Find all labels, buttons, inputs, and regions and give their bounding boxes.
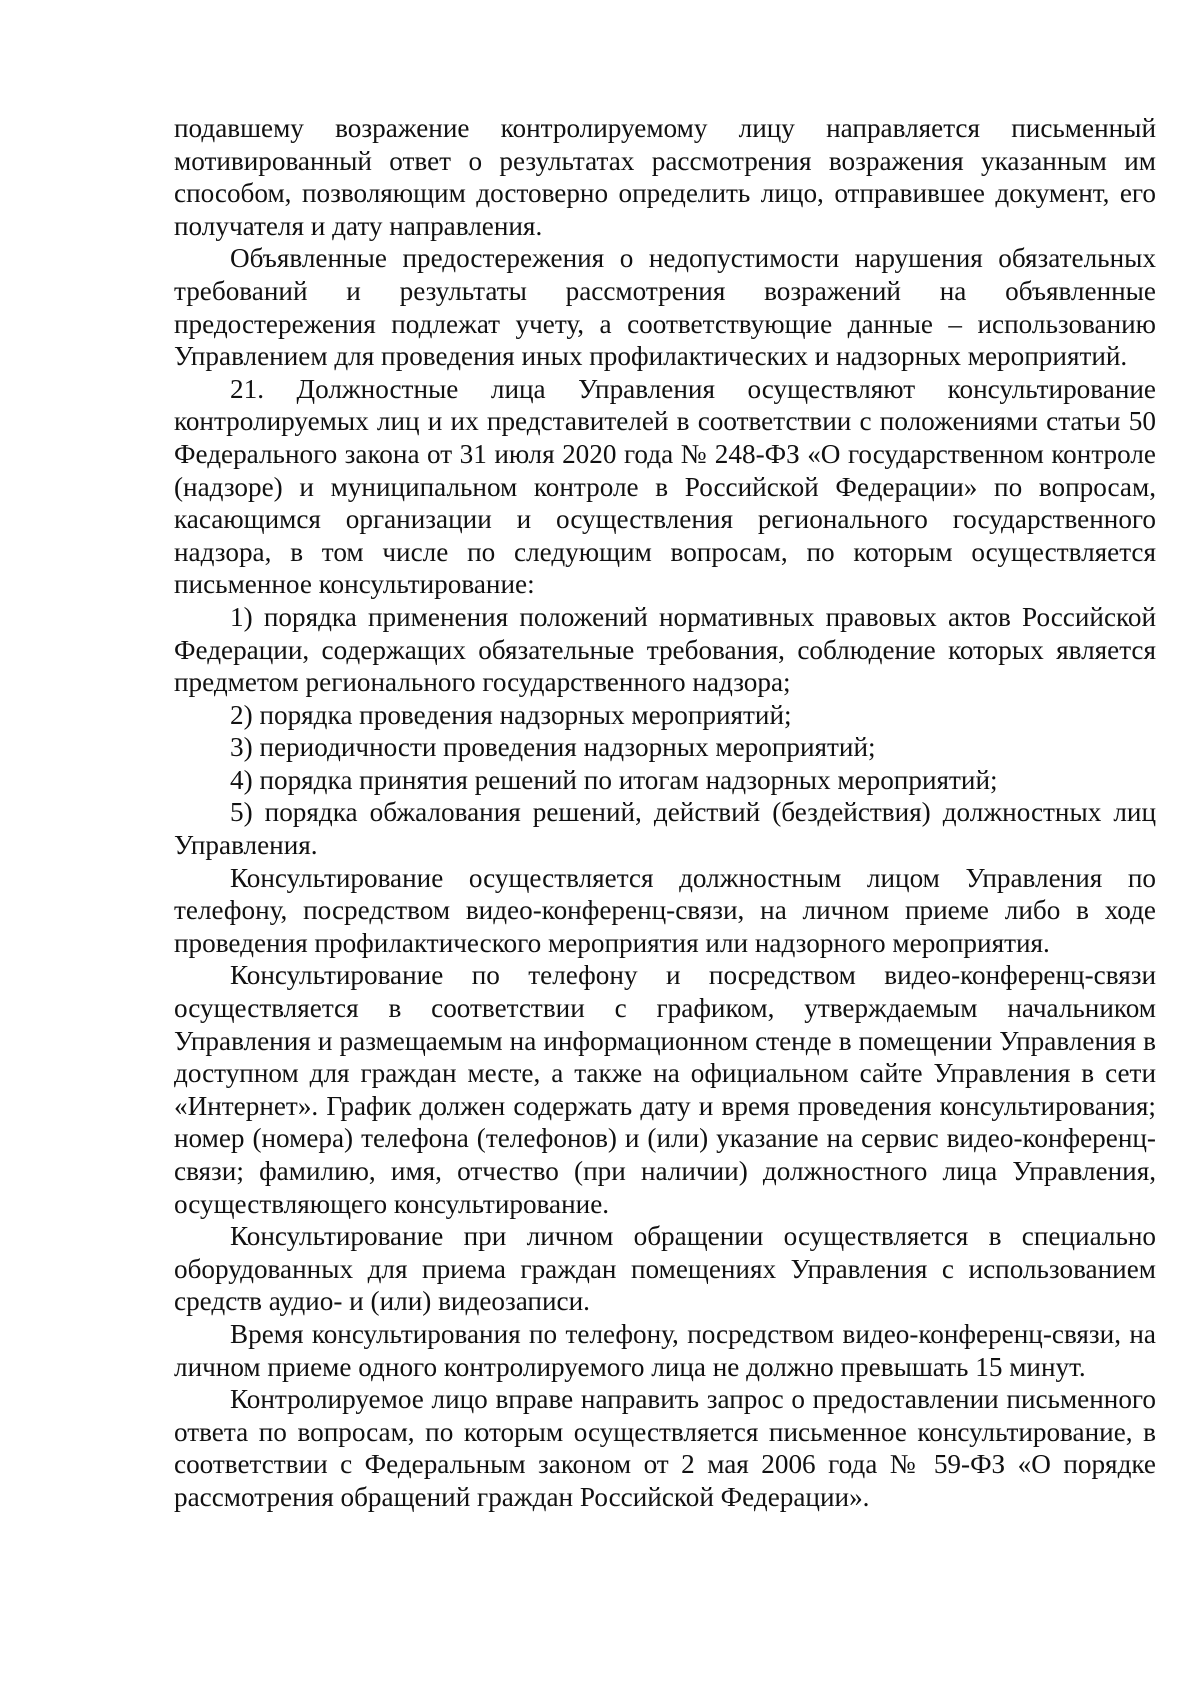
list-item-3: 3) периодичности проведения надзорных мероприятий; bbox=[230, 732, 876, 763]
paragraph-item-21: 21. Должностные лица Управления осуществляют консультирование контролируемых лиц и их представителей в соответствии с положениями статьи 50 Федерального закона от 31 июля 2020 года № 248-ФЗ «О государственном контроле (надзоре) и муниципальном контроле в Российской Федерации» по вопросам, касающимся организации и осуществления регионального государственного надзора, в том числе по следующим вопросам, по которым осуществляется письменное консультирование: bbox=[174, 373, 1156, 600]
list-item-2: 2) порядка проведения надзорных мероприятий; bbox=[230, 699, 792, 730]
paragraph-written-request: Контролируемое лицо вправе направить запрос о предоставлении письменного ответа по вопросам, по которым осуществляется письменное консультирование, в соответствии с Федеральным законом от 2 мая 2006 года № 59-ФЗ «О порядке рассмотрения обращений граждан Российской Федерации». bbox=[174, 1384, 1156, 1512]
paragraph-consulting-schedule: Консультирование по телефону и посредством видео-конференц-связи осуществляется в соответствии с графиком, утверждаемым начальником Управления и размещаемым на информационном стенде в помещении Управления в доступном для граждан месте, а также на официальном сайте Управления в сети «Интернет». График должен содержать дату и время проведения консультирования; номер (номера) телефона (телефонов) и (или) указание на сервис видео-конференц-связи; фамилию, имя, отчество (при наличии) должностного лица Управления, осуществляющего консультирование. bbox=[174, 960, 1156, 1219]
paragraph-consulting-time: Время консультирования по телефону, посредством видео-конференц-связи, на личном приеме одного контролируемого лица не должно превышать 15 минут. bbox=[174, 1318, 1156, 1382]
paragraph-objection-response: подавшему возражение контролируемому лицу направляется письменный мотивированный ответ о результатах рассмотрения возражения указанным им способом, позволяющим достоверно определить лицо, отправившее документ, его получателя и дату направления. bbox=[174, 113, 1156, 241]
paragraph-personal-consulting: Консультирование при личном обращении осуществляется в специально оборудованных для приема граждан помещениях Управления с использованием средств аудио- и (или) видеозаписи. bbox=[174, 1221, 1156, 1317]
list-item-1: 1) порядка применения положений нормативных правовых актов Российской Федерации, содержащих обязательные требования, соблюдение которых является предметом регионального государственного надзора; bbox=[174, 601, 1156, 698]
paragraph-consulting-methods: Консультирование осуществляется должностным лицом Управления по телефону, посредством видео-конференц-связи, на личном приеме либо в ходе проведения профилактического мероприятия или надзорного мероприятия. bbox=[174, 862, 1156, 958]
paragraph-warnings-accounting: Объявленные предостережения о недопустимости нарушения обязательных требований и результаты рассмотрения возражений на объявленные предостережения подлежат учету, а соответствующие данные – использованию Управлением для проведения иных профилактических и надзорных мероприятий. bbox=[174, 243, 1156, 372]
list-item-5: 5) порядка обжалования решений, действий (бездействия) должностных лиц Управления. bbox=[174, 797, 1156, 861]
list-item-4: 4) порядка принятия решений по итогам надзорных мероприятий; bbox=[230, 764, 998, 795]
document-page bbox=[174, 112, 1156, 1514]
